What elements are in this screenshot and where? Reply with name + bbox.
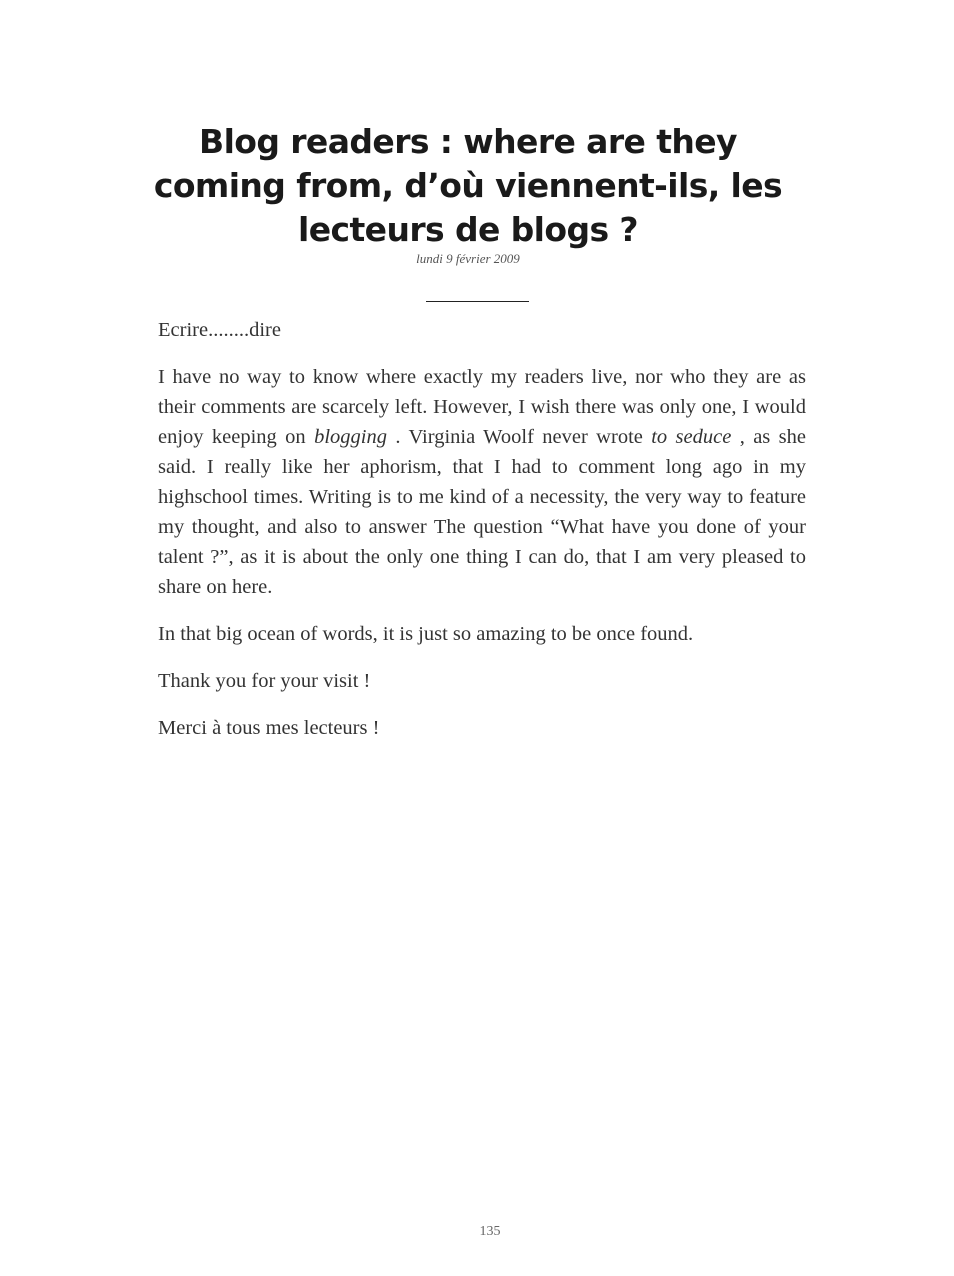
paragraph-4: Thank you for your visit !: [158, 670, 371, 692]
paragraph-1: Ecrire........dire: [158, 319, 281, 341]
paragraph-2: [158, 362, 806, 602]
emphasis-blogging: blogging: [314, 426, 387, 448]
paragraph-2-part-1: I have no way to know where exactly my readers live, nor who they are as their comments are scarcely left. However, I wish there was only one, I would enjoy keeping on: [158, 366, 806, 448]
paragraph-2-part-2: . Virginia Woolf never wrote: [386, 426, 652, 448]
emphasis-to-seduce: to seduce: [651, 426, 732, 448]
paragraph-3: In that big ocean of words, it is just so amazing to be once found.: [158, 623, 694, 645]
paragraph-5: Merci à tous mes lecteurs !: [158, 717, 380, 739]
post-date: lundi 9 février 2009: [416, 251, 520, 266]
separator-line: [426, 301, 529, 302]
page-number: 135: [479, 1224, 501, 1239]
body-text: [158, 315, 806, 760]
paragraph-2-part-3: , as she said. I really like her aphorism, that I had to comment long ago in my highschool times. Writing is to me kind of a necessity, the very way to feature my thought, and also to answer The question “What have you done of your talent ?”, as it is about the only one thing I can do, that I am very pleased to share on here.: [158, 426, 806, 598]
page-title: Blog readers : where are they coming from, d’où viennent-ils, les lecteurs de blogs ?: [153, 122, 783, 249]
